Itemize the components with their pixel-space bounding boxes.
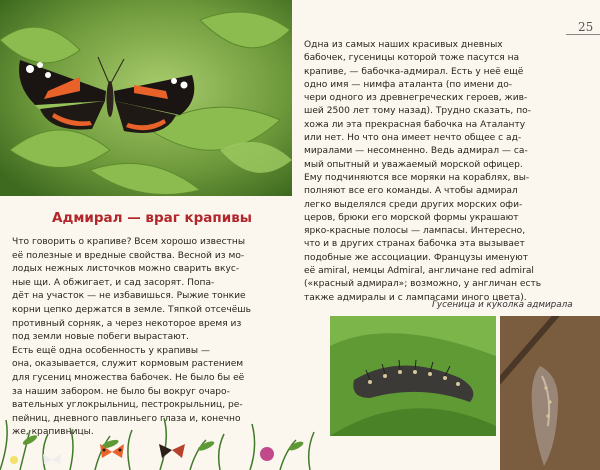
text-line: или нет. Но что она имеет нечто общее с ад- [304, 133, 522, 144]
caterpillar-photo [330, 316, 496, 436]
text-line: для гусениц множества бабочек. Не было бы её [12, 372, 245, 383]
photo-caption: Гусеница и куколка адмирала [432, 300, 573, 310]
text-line: корни цепко держатся в земле. Тяпкой отсечёшь [12, 304, 251, 315]
text-line: противный сорняк, а через некоторое время из [12, 318, 242, 329]
text-line: же, крапивницы. [12, 427, 94, 438]
page-number-rule [566, 34, 600, 35]
text-line: Ему подчиняются все моряки на кораблях, вы- [304, 172, 530, 183]
text-line: чери одного из древнегреческих героев, жив- [304, 93, 528, 104]
red-admiral-illustration [0, 0, 292, 196]
text-line: она, оказывается, служит кормовым растением [12, 359, 244, 370]
text-line: церов, брюки его морской формы украшают [304, 212, 519, 223]
text-line: («красный адмирал»; возможно, у англичан есть [304, 279, 542, 290]
text-line: её полезные и вредные свойства. Весной из мо- [12, 250, 245, 261]
text-line: что и в других странах бабочка эта вызывает [304, 239, 525, 250]
text-line: подобные же ассоциации. Французы именуют [304, 252, 529, 263]
text-line: также адмиралы и с лампасами иного цвета). [304, 292, 527, 303]
text-line: Одна из самых наших красивых дневных [304, 40, 503, 50]
pupa-illustration [500, 316, 600, 470]
text-line: бабочек, гусеницы которой тоже пасутся на [304, 53, 520, 64]
pupa-photo [500, 316, 600, 470]
text-line: под земли новые побеги вырастают. [12, 332, 190, 343]
text-line: Что говорить о крапиве? Всем хорошо известны [12, 237, 246, 247]
text-line: пейниц, дневного павлиньего глаза и, конечно [12, 413, 241, 424]
text-line: за нашим забором. не было бы вокруг очаро- [12, 386, 230, 397]
text-line: миралами — несомненно. Ведь адмирал — са- [304, 146, 528, 157]
text-line: крапиве, — бабочка-адмирал. Есть у неё ещё [304, 66, 524, 77]
grass-flowers-illustration [0, 410, 330, 470]
text-line: ярко-красные полосы — лампасы. Интересно, [304, 226, 526, 237]
text-line: Есть ещё одна особенность у крапивы — [12, 345, 211, 356]
text-line: мый опытный и уважаемый морской офицер. [304, 159, 523, 170]
right-column-text [304, 39, 570, 305]
text-line: одно имя — нимфа аталанта (по имени до- [304, 79, 513, 90]
text-line: лодых нежных листочков можно сварить вкус- [12, 264, 240, 275]
text-line: легко выделялся среди других морских офи- [304, 199, 523, 210]
text-line: дёт на участок — не избавишься. Рыжие тонкие [12, 291, 246, 302]
text-line: вательных углокрыльниц, пестрокрыльниц, ре- [12, 400, 243, 411]
text-line: ные щи. А обжигает, и сад засорят. Попа- [12, 277, 215, 288]
page-number: 25 [578, 20, 594, 34]
text-line: её amiral, немцы Admiral, англичане red admiral [304, 266, 534, 277]
section-heading: Адмирал — враг крапивы [52, 210, 252, 226]
text-line: полняют все его команды. А чтобы адмирал [304, 186, 518, 197]
text-line: шей 2500 лет тому назад). Трудно сказать, по- [304, 106, 531, 117]
text-line: хожа ли эта прекрасная бабочка на Аталанту [304, 119, 526, 130]
caterpillar-illustration [330, 316, 496, 436]
bottom-illustration [0, 410, 330, 470]
red-admiral-photo [0, 0, 292, 196]
